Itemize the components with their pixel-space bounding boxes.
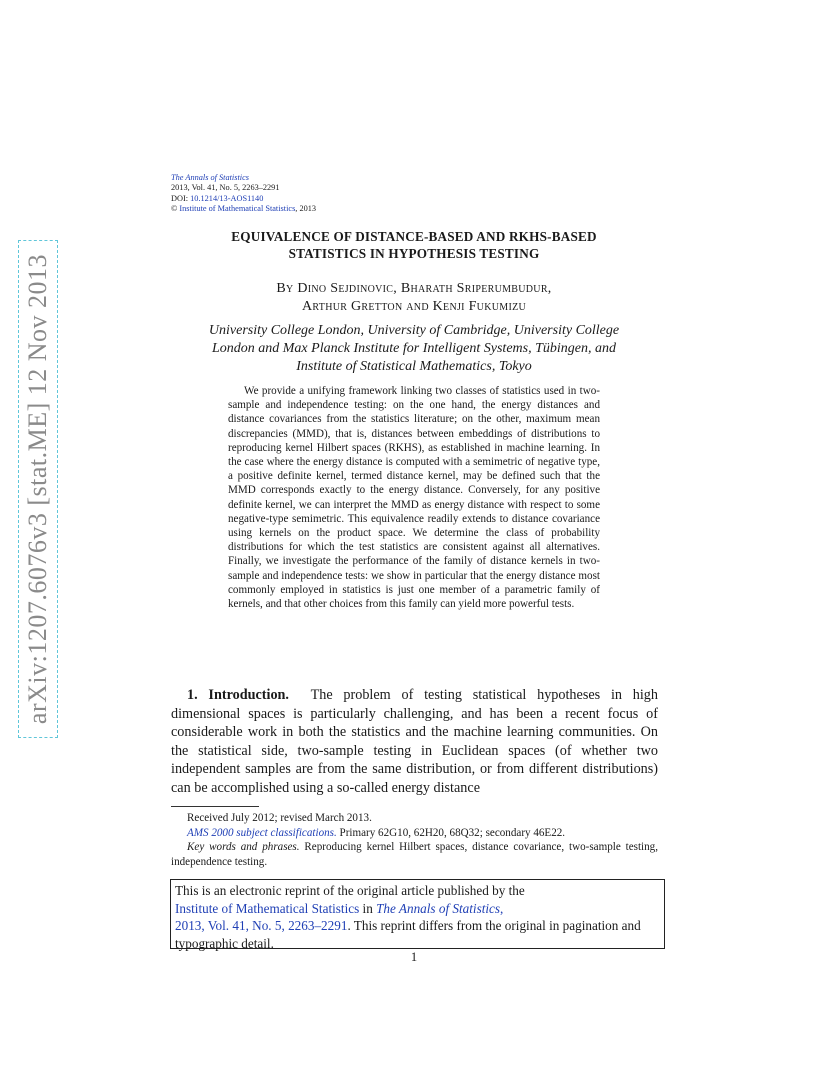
author-line-2: Arthur Gretton and Kenji Fukumizu bbox=[302, 299, 526, 314]
footnote-rule bbox=[171, 806, 259, 807]
publisher-link[interactable]: Institute of Mathematical Statistics bbox=[179, 203, 296, 213]
abstract: We provide a unifying framework linking two classes of statistics used in two-sample and independence testing: on the one hand, the energy distances and distance covariances from the statistics literature; on the other, maximum mean discrepancies (MMD), that is, distances between embeddings of distributions to reproducing kernel Hilbert spaces (RKHS), as established in machine learning. In the case where the energy distance is computed with a semimetric of negative type, a positive definite kernel, termed distance kernel, may be defined such that the MMD corresponds exactly to the energy distance. Conversely, for any positive definite kernel, we can interpret the MMD as energy distance with respect to some negative-type semimetric. This equivalence readily extends to distance covariance using kernels on the product space. We determine the class of probability distributions for which the test statistics are consistent against all alternatives. Finally, we investigate the performance of the family of distance kernels in two-sample and independence tests: we show in particular that the energy distance most commonly employed in statistics is just one member of a parametric family of kernels, and that other choices from this family can yield more powerful tests. bbox=[228, 385, 600, 611]
paper-title bbox=[171, 228, 657, 262]
author-list bbox=[171, 280, 657, 316]
author-line-1: By Dino Sejdinovic, Bharath Sriperumbudur, bbox=[276, 281, 552, 296]
doi-line bbox=[171, 194, 316, 204]
reprint-notice bbox=[170, 879, 665, 949]
title-line-1: EQUIVALENCE OF DISTANCE-BASED AND RKHS-BASED bbox=[231, 229, 597, 244]
affiliation-line-3: Institute of Statistical Mathematics, Tokyo bbox=[296, 359, 532, 374]
title-line-2: STATISTICS IN HYPOTHESIS TESTING bbox=[288, 246, 540, 261]
reprint-journal-link[interactable]: The Annals of Statistics bbox=[376, 900, 501, 916]
arxiv-stamp bbox=[18, 240, 58, 738]
reprint-rest: . This reprint differs from the original in pagination and typographic detail. bbox=[175, 918, 641, 951]
section-heading: 1. Introduction. bbox=[187, 687, 289, 703]
arxiv-identifier: arXiv:1207.6076v3 [stat.ME] 12 Nov 2013 bbox=[23, 253, 52, 725]
reprint-in-text: in bbox=[359, 900, 377, 916]
copyright-icon: © bbox=[171, 203, 178, 213]
journal-volume: 2013, Vol. 41, No. 5, 2263–2291 bbox=[171, 183, 280, 193]
ams-classification-link[interactable]: AMS 2000 subject classifications. bbox=[187, 826, 337, 839]
affiliations bbox=[171, 322, 657, 376]
ams-note bbox=[171, 826, 658, 841]
reprint-publisher-link[interactable]: Institute of Mathematical Statistics bbox=[175, 900, 360, 916]
keywords-text: Reproducing kernel Hilbert spaces, distance covariance, two-sample testing, independence testing. bbox=[171, 841, 658, 869]
keywords-label: Key words and phrases. bbox=[187, 841, 300, 854]
ams-classification-text: Primary 62G10, 62H20, 68Q32; secondary 46E22. bbox=[336, 826, 566, 839]
journal-name[interactable]: The Annals of Statistics bbox=[171, 173, 249, 182]
received-note: Received July 2012; revised March 2013. bbox=[187, 812, 372, 824]
introduction-text: The problem of testing statistical hypotheses in high dimensional spaces is particularly challenging, and has been a recent focus of considerable work in both the statistics and the machine learning communities. On the statistical side, two-sample testing in Euclidean spaces (of whether two independent samples are from the same distribution, or from different distributions) can be accomplished using a so-called energy distance bbox=[171, 687, 658, 796]
affiliation-line-1: University College London, University of Cambridge, University College bbox=[208, 323, 620, 338]
keywords-note bbox=[171, 840, 658, 869]
reprint-line-1: This is an electronic reprint of the original article published by the bbox=[175, 883, 525, 898]
journal-header bbox=[171, 173, 316, 214]
doi-label: DOI: bbox=[171, 193, 191, 203]
copyright-line bbox=[171, 204, 316, 214]
doi-link[interactable]: 10.1214/13-AOS1140 bbox=[190, 193, 264, 203]
copyright-year: , 2013 bbox=[295, 203, 317, 213]
introduction-paragraph bbox=[171, 686, 658, 798]
reprint-comma: , bbox=[500, 900, 504, 916]
reprint-volume-link[interactable]: 2013, Vol. 41, No. 5, 2263–2291 bbox=[175, 918, 348, 934]
affiliation-line-2: London and Max Planck Institute for Intelligent Systems, Tübingen, and bbox=[211, 341, 616, 356]
page-number: 1 bbox=[410, 950, 418, 964]
footnotes bbox=[171, 811, 658, 870]
